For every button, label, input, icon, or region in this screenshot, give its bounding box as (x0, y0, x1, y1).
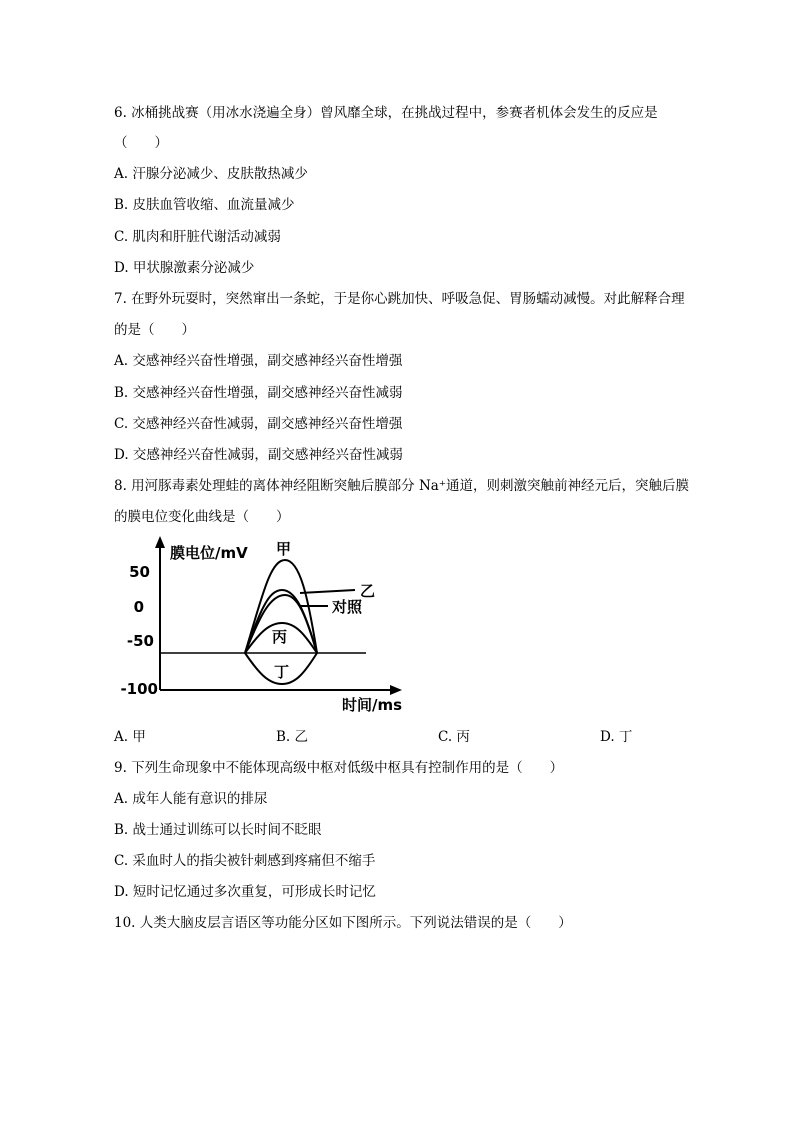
q8-stem-continued: 的膜电位变化曲线是（ ） (114, 509, 290, 525)
series-label-duizhao: 对照 (332, 598, 363, 616)
q8-option-c: C. 丙 (438, 729, 470, 745)
y-tick-label: 50 (129, 563, 150, 581)
y-tick-label: -50 (126, 632, 154, 650)
q7-option-d: D. 交感神经兴奋性减弱，副交感神经兴奋性减弱 (114, 447, 403, 463)
q6-bracket: （ ） (114, 135, 168, 151)
q8-stem: 8. 用河豚毒素处理蛙的离体神经阻断突触后膜部分 Na⁺通道，则刺激突触前神经元后，突触后膜 (114, 478, 689, 494)
y-axis-label: 膜电位/mV (170, 544, 248, 562)
series-label-jia: 甲 (276, 540, 292, 558)
q10-stem: 10. 人类大脑皮层言语区等功能分区如下图所示。下列说法错误的是（ ） (114, 915, 572, 931)
q8-option-d: D. 丁 (600, 729, 633, 745)
q9-option-c: C. 采血时人的指尖被针刺感到疼痛但不缩手 (114, 853, 376, 869)
x-axis-arrow (390, 685, 402, 695)
q9-option-b: B. 战士通过训练可以长时间不眨眼 (114, 822, 322, 838)
q7-stem-continued: 的是（ ） (114, 322, 195, 338)
y-tick-label: -100 (120, 680, 158, 698)
q9-option-a: A. 成年人能有意识的排尿 (114, 791, 268, 807)
leader-line-yi (300, 590, 355, 593)
q6-option-c: C. 肌肉和肝脏代谢活动减弱 (114, 229, 281, 245)
q8-option-a: A. 甲 (114, 729, 146, 745)
q7-option-a: A. 交感神经兴奋性增强，副交感神经兴奋性增强 (114, 353, 403, 369)
q7-stem: 7. 在野外玩耍时，突然窜出一条蛇，于是你心跳加快、呼吸急促、胃肠蠕动减慢。对此解释合理 (114, 291, 685, 307)
q8-option-b: B. 乙 (276, 729, 309, 745)
series-label-bing: 丙 (272, 628, 288, 646)
q6-stem: 6. 冰桶挑战赛（用冰水浇遍全身）曾风靡全球，在挑战过程中，参赛者机体会发生的反应是 (114, 105, 658, 121)
y-tick-label: 0 (133, 598, 144, 616)
q6-option-a: A. 汗腺分泌减少、皮肤散热减少 (114, 166, 308, 182)
x-axis-label: 时间/ms (342, 696, 403, 714)
q7-option-c: C. 交感神经兴奋性减弱，副交感神经兴奋性增强 (114, 416, 403, 432)
q6-option-d: D. 甲状腺激素分泌减少 (114, 260, 255, 276)
series-label-yi: 乙 (360, 582, 376, 600)
q6-option-b: B. 皮肤血管收缩、血流量减少 (114, 197, 295, 213)
q7-option-b: B. 交感神经兴奋性增强，副交感神经兴奋性减弱 (114, 385, 403, 401)
y-axis-arrow (155, 536, 165, 548)
q9-option-d: D. 短时记忆通过多次重复，可形成长时记忆 (114, 884, 376, 900)
membrane-potential-chart (110, 532, 410, 717)
series-label-ding: 丁 (274, 663, 290, 681)
q9-stem: 9. 下列生命现象中不能体现高级中枢对低级中枢具有控制作用的是（ ） (114, 760, 564, 776)
